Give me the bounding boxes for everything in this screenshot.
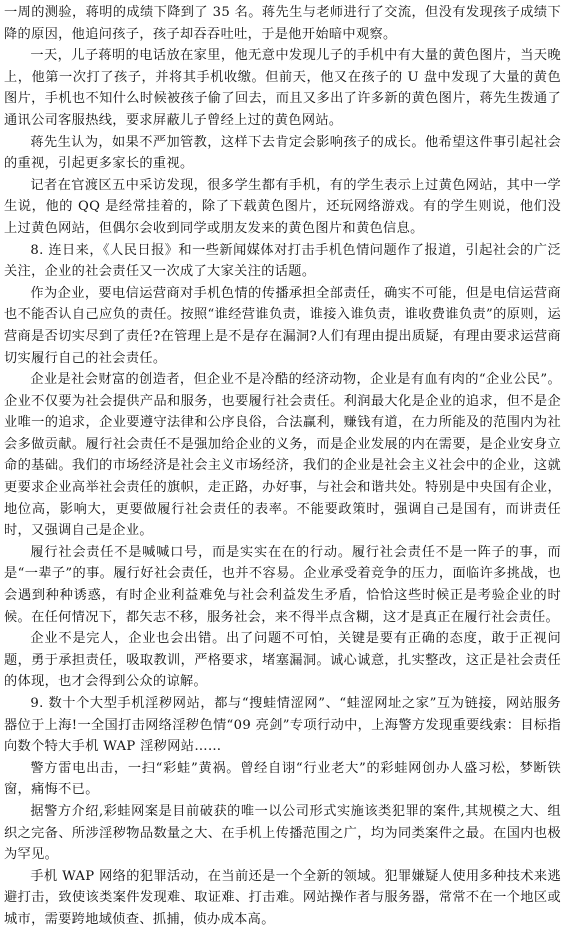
paragraph-3: 蒋先生认为，如果不严加管教，这样下去肯定会影响孩子的成长。他希望这件事引起社会的重视，引起更多家长的重视。 (4, 134, 561, 172)
paragraph-9: 企业不是完人，企业也会出错。出了问题不可怕，关键是要有正确的态度，敢于正视问题，勇于承担责任，吸取教训，严格要求，堵塞漏洞。诚心诚意，扎实整改，这正是社会责任的体现，也才会得到公众的谅解。 (4, 631, 561, 690)
paragraph-11: 警方雷电出击，一扫“彩蛙”黄祸。曾经自诩“行业老大”的彩蛙网创办人盛习松，梦断铁窗，痛悔不已。 (4, 760, 561, 798)
paragraph-10: 9. 数十个大型手机淫秽网站，都与“搜蛙情涩网”、“蛙涩网址之家”互为链接，网站服务器位于上海!一全国打击网络淫秽色情“09 亮剑”专项行动中，上海警方发现重要线索：目标指向数个特大手机 WAP 淫秽网站…… (4, 696, 561, 755)
paragraph-7: 企业是社会财富的创造者，但企业不是冷酷的经济动物，企业是有血有肉的“企业公民”。企业不仅要为社会提供产品和服务，也要履行社会责任。利润最大化是企业的追求，但不是企业唯一的追求，企业要遵守法律和公序良俗，合法赢利，赚钱有道，在力所能及的范围内为社会多做贡献。履行社会责任不是强加给企业的义务，而是企业发展的内在需要，是企业安身立命的基础。我们的市场经济是社会主义市场经济，我们的企业是社会主义社会中的企业，这就更要求企业高举社会责任的旗帜，走正路，办好事，与社会和谐共处。特别是中央国有企业，地位高，影响大，更要做履行社会责任的表率。不能要政策时，强调自己是国有，而讲责任时，又强调自己是企业。 (4, 372, 561, 539)
paragraph-2: 一天，儿子蒋明的电话放在家里，他无意中发现儿子的手机中有大量的黄色图片，当天晚上，他第一次打了孩子，并将其手机收缴。但前天，他又在孩子的 U 盘中发现了大量的黄色图片，手机也不知什么时候被孩子偷了回去，而且又多出了许多新的黄色图片，蒋先生拨通了通讯公司客服热线，要求屏蔽儿子曾经上过的黄色网站。 (4, 48, 561, 128)
paragraph-5: 8. 连日来，《人民日报》和一些新闻媒体对打击手机色情问题作了报道，引起社会的广泛关注，企业的社会责任又一次成了大家关注的话题。 (4, 242, 561, 280)
paragraph-6: 作为企业，要电信运营商对手机色情的传播承担全部责任，确实不可能，但是电信运营商也不能否认自己应负的责任。按照“谁经营谁负责，谁接入谁负责，谁收费谁负责”的原则，运营商是否切实尽到了责任?在管理上是不是存在漏洞?人们有理由提出质疑，有理由要求运营商切实履行自己的社会责任。 (4, 285, 561, 366)
paragraph-13: 手机 WAP 网络的犯罪活动，在当前还是一个全新的领域。犯罪嫌疑人使用多种技术来逃避打击，致使该类案件发现难、取证难、打击难。网站操作者与服务器，常常不在一个地区或城市，需要跨地域侦查、抓捕，侦办成本高。 (4, 868, 561, 927)
paragraph-8: 履行社会责任不是喊喊口号，而是实实在在的行动。履行社会责任不是一阵子的事，而是“一辈子”的事。履行好社会责任，也并不容易。企业承受着竞争的压力，面临许多挑战，也会遇到种种诱惑，有时企业利益难免与社会利益发生矛盾，恰恰这些时候正是考验企业的时候。在任何情况下，都矢志不移，服务社会，来不得半点含糊，这才是真正在履行社会责任。 (4, 544, 561, 625)
paragraph-12: 据警方介绍,彩蛙网案是目前破获的唯一以公司形式实施该类犯罪的案件,其规模之大、组织之完备、所涉淫秽物品数量之大、在手机上传播范围之广，均为同类案件之最。在国内也极为罕见。 (4, 803, 561, 863)
paragraph-1: 一周的测验，蒋明的成绩下降到了 35 名。蒋先生与老师进行了交流，但没有发现孩子成绩下降的原因，他追问孩子，孩子却吞吞吐吐，于是他开始暗中观察。 (4, 5, 561, 42)
paragraph-4: 记者在官渡区五中采访发现，很多学生都有手机，有的学生表示上过黄色网站，其中一学生说，他的 QQ 是经常挂着的，除了下载黄色图片，还玩网络游戏。有的学生则说，他们没上过黄色网站，但偶尔会收到同学或朋友发来的黄色图片和黄色信息。 (4, 177, 561, 236)
